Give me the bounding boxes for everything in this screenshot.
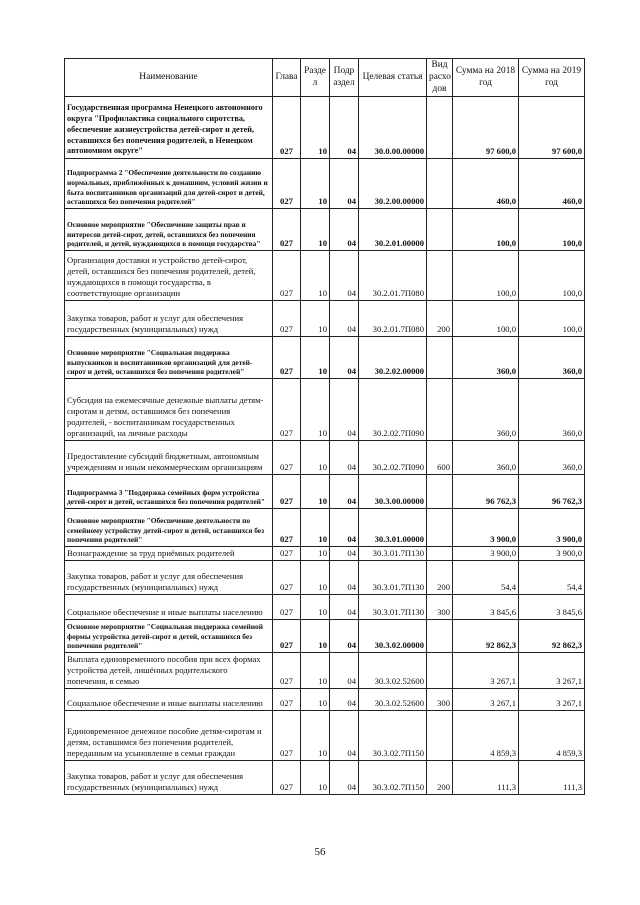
cell-razdel: 10 <box>301 509 330 547</box>
cell-statya: 30.2.01.7П080 <box>359 251 427 301</box>
col-header-vid: Вид расхо дов <box>427 59 453 97</box>
cell-razdel: 10 <box>301 441 330 475</box>
cell-statya: 30.3.01.7П130 <box>359 547 427 561</box>
cell-sum-2019: 4 859,3 <box>519 711 585 761</box>
cell-vid <box>427 251 453 301</box>
cell-sum-2019: 111,3 <box>519 761 585 795</box>
table-row <box>65 251 585 301</box>
cell-name: Организация доставки и устройство детей-сирот, детей, оставшихся без попечения родителей, детей, нуждающихся в помощи государства, в соответствующие организации <box>65 251 273 301</box>
cell-sum-2018: 4 859,3 <box>453 711 519 761</box>
cell-name: Закупка товаров, работ и услуг для обеспечения государственных (муниципальных) нужд <box>65 561 273 595</box>
table-body <box>65 97 585 795</box>
cell-vid <box>427 379 453 441</box>
cell-razdel: 10 <box>301 97 330 159</box>
cell-glava: 027 <box>273 547 301 561</box>
cell-glava: 027 <box>273 337 301 379</box>
cell-sum-2019: 100,0 <box>519 209 585 251</box>
cell-podrazdel: 04 <box>330 251 359 301</box>
col-header-sum-2018: Сумма на 2018 год <box>453 59 519 97</box>
cell-sum-2019: 360,0 <box>519 379 585 441</box>
cell-glava: 027 <box>273 761 301 795</box>
cell-glava: 027 <box>273 251 301 301</box>
cell-razdel: 10 <box>301 595 330 620</box>
cell-sum-2018: 460,0 <box>453 159 519 209</box>
cell-name: Единовременное денежное пособие детям-сиротам и детям, оставшимся без попечения родителей, переданным на усыновление в семьи граждан <box>65 711 273 761</box>
cell-vid <box>427 509 453 547</box>
cell-podrazdel: 04 <box>330 561 359 595</box>
cell-razdel: 10 <box>301 711 330 761</box>
cell-podrazdel: 04 <box>330 595 359 620</box>
cell-name: Подпрограмма 3 "Поддержка семейных форм устройства детей-сирот и детей, оставшихся без попечения родителей" <box>65 475 273 509</box>
cell-glava: 027 <box>273 653 301 689</box>
cell-statya: 30.3.00.00000 <box>359 475 427 509</box>
cell-sum-2018: 97 600,0 <box>453 97 519 159</box>
cell-sum-2018: 3 900,0 <box>453 547 519 561</box>
cell-statya: 30.2.01.7П080 <box>359 301 427 337</box>
cell-vid <box>427 547 453 561</box>
cell-vid <box>427 620 453 653</box>
cell-podrazdel: 04 <box>330 653 359 689</box>
cell-name: Выплата единовременного пособия при всех формах устройства детей, лишённых родительского попечения, в семью <box>65 653 273 689</box>
cell-sum-2019: 3 267,1 <box>519 689 585 711</box>
cell-name: Вознаграждение за труд приёмных родителей <box>65 547 273 561</box>
cell-statya: 30.3.01.7П130 <box>359 561 427 595</box>
cell-sum-2019: 100,0 <box>519 251 585 301</box>
cell-glava: 027 <box>273 475 301 509</box>
cell-glava: 027 <box>273 441 301 475</box>
cell-sum-2018: 3 900,0 <box>453 509 519 547</box>
col-header-name: Наименование <box>65 59 273 97</box>
cell-statya: 30.2.02.00000 <box>359 337 427 379</box>
cell-razdel: 10 <box>301 251 330 301</box>
budget-table <box>64 58 585 795</box>
cell-name: Субсидия на ежемесячные денежные выплаты детям-сиротам и детям, оставшимся без попечения родителей, - воспитанникам государственных организаций, на личные расходы <box>65 379 273 441</box>
cell-sum-2019: 3 900,0 <box>519 547 585 561</box>
cell-sum-2019: 97 600,0 <box>519 97 585 159</box>
cell-podrazdel: 04 <box>330 689 359 711</box>
cell-sum-2018: 100,0 <box>453 301 519 337</box>
cell-sum-2019: 54,4 <box>519 561 585 595</box>
cell-glava: 027 <box>273 711 301 761</box>
cell-vid <box>427 97 453 159</box>
cell-name: Закупка товаров, работ и услуг для обеспечения государственных (муниципальных) нужд <box>65 301 273 337</box>
cell-vid <box>427 159 453 209</box>
cell-sum-2018: 3 845,6 <box>453 595 519 620</box>
cell-vid: 200 <box>427 761 453 795</box>
table-row <box>65 379 585 441</box>
cell-podrazdel: 04 <box>330 97 359 159</box>
cell-razdel: 10 <box>301 475 330 509</box>
cell-razdel: 10 <box>301 761 330 795</box>
cell-sum-2018: 360,0 <box>453 379 519 441</box>
cell-glava: 027 <box>273 379 301 441</box>
cell-sum-2018: 360,0 <box>453 441 519 475</box>
cell-vid <box>427 475 453 509</box>
cell-glava: 027 <box>273 595 301 620</box>
cell-sum-2018: 100,0 <box>453 251 519 301</box>
cell-glava: 027 <box>273 620 301 653</box>
table-row <box>65 561 585 595</box>
cell-podrazdel: 04 <box>330 711 359 761</box>
cell-name: Социальное обеспечение и иные выплаты населению <box>65 595 273 620</box>
cell-sum-2018: 3 267,1 <box>453 653 519 689</box>
cell-razdel: 10 <box>301 547 330 561</box>
cell-razdel: 10 <box>301 301 330 337</box>
cell-podrazdel: 04 <box>330 301 359 337</box>
cell-vid: 600 <box>427 441 453 475</box>
cell-podrazdel: 04 <box>330 159 359 209</box>
cell-sum-2019: 360,0 <box>519 337 585 379</box>
col-header-razdel: Разде л <box>301 59 330 97</box>
cell-glava: 027 <box>273 209 301 251</box>
cell-sum-2018: 3 267,1 <box>453 689 519 711</box>
cell-razdel: 10 <box>301 620 330 653</box>
cell-sum-2019: 96 762,3 <box>519 475 585 509</box>
cell-statya: 30.2.01.00000 <box>359 209 427 251</box>
cell-statya: 30.3.01.00000 <box>359 509 427 547</box>
cell-sum-2019: 460,0 <box>519 159 585 209</box>
cell-vid: 200 <box>427 301 453 337</box>
cell-sum-2019: 3 900,0 <box>519 509 585 547</box>
table-row <box>65 97 585 159</box>
cell-podrazdel: 04 <box>330 337 359 379</box>
cell-vid: 300 <box>427 689 453 711</box>
cell-name: Основное мероприятие "Обеспечение деятельности по семейному устройству детей-сирот и детей, оставшихся без попечения родителей" <box>65 509 273 547</box>
cell-podrazdel: 04 <box>330 509 359 547</box>
cell-statya: 30.0.00.00000 <box>359 97 427 159</box>
cell-sum-2019: 3 845,6 <box>519 595 585 620</box>
cell-vid: 300 <box>427 595 453 620</box>
cell-razdel: 10 <box>301 337 330 379</box>
cell-vid <box>427 209 453 251</box>
cell-razdel: 10 <box>301 653 330 689</box>
col-header-sum-2019: Сумма на 2019 год <box>519 59 585 97</box>
cell-podrazdel: 04 <box>330 761 359 795</box>
cell-statya: 30.3.02.00000 <box>359 620 427 653</box>
cell-razdel: 10 <box>301 209 330 251</box>
cell-statya: 30.3.02.7П150 <box>359 761 427 795</box>
cell-name: Основное мероприятие "Социальная поддержка выпускников и воспитанников организаций для детей-сирот и детей, оставшихся без попечения родителей" <box>65 337 273 379</box>
cell-statya: 30.3.01.7П130 <box>359 595 427 620</box>
cell-glava: 027 <box>273 561 301 595</box>
col-header-podrazdel: Подр аздел <box>330 59 359 97</box>
cell-sum-2018: 100,0 <box>453 209 519 251</box>
cell-statya: 30.3.02.52600 <box>359 653 427 689</box>
table-row <box>65 475 585 509</box>
cell-glava: 027 <box>273 509 301 547</box>
cell-statya: 30.3.02.7П150 <box>359 711 427 761</box>
table-row <box>65 653 585 689</box>
header-row <box>65 59 585 97</box>
table-row <box>65 159 585 209</box>
cell-sum-2019: 360,0 <box>519 441 585 475</box>
cell-podrazdel: 04 <box>330 209 359 251</box>
page-number: 56 <box>314 846 326 858</box>
cell-glava: 027 <box>273 97 301 159</box>
cell-name: Социальное обеспечение и иные выплаты населению <box>65 689 273 711</box>
cell-razdel: 10 <box>301 379 330 441</box>
table-row <box>65 209 585 251</box>
cell-sum-2019: 100,0 <box>519 301 585 337</box>
cell-statya: 30.3.02.52600 <box>359 689 427 711</box>
cell-razdel: 10 <box>301 159 330 209</box>
cell-sum-2018: 54,4 <box>453 561 519 595</box>
cell-vid <box>427 711 453 761</box>
col-header-glava: Глава <box>273 59 301 97</box>
cell-statya: 30.2.02.7П090 <box>359 379 427 441</box>
cell-podrazdel: 04 <box>330 620 359 653</box>
cell-sum-2018: 96 762,3 <box>453 475 519 509</box>
cell-statya: 30.2.02.7П090 <box>359 441 427 475</box>
cell-name: Государственная программа Ненецкого автономного округа "Профилактика социального сиротства, обеспечение жизнеустройства детей-сирот и детей, оставшихся без попечения родителей, в Ненецком автономном округе" <box>65 97 273 159</box>
cell-name: Закупка товаров, работ и услуг для обеспечения государственных (муниципальных) нужд <box>65 761 273 795</box>
cell-razdel: 10 <box>301 561 330 595</box>
cell-podrazdel: 04 <box>330 379 359 441</box>
cell-glava: 027 <box>273 159 301 209</box>
cell-statya: 30.2.00.00000 <box>359 159 427 209</box>
col-header-statya: Целевая статья <box>359 59 427 97</box>
cell-podrazdel: 04 <box>330 547 359 561</box>
table-row <box>65 337 585 379</box>
cell-name: Предоставление субсидий бюджетным, автономным учреждениям и иным некоммерческим организациям <box>65 441 273 475</box>
table-row <box>65 301 585 337</box>
table-row <box>65 441 585 475</box>
table-row <box>65 689 585 711</box>
cell-vid <box>427 653 453 689</box>
cell-glava: 027 <box>273 689 301 711</box>
table-row <box>65 595 585 620</box>
cell-name: Основное мероприятие "Социальная поддержка семейной формы устройства детей-сирот и детей, оставшихся без попечения родителей" <box>65 620 273 653</box>
table-row <box>65 761 585 795</box>
cell-sum-2019: 92 862,3 <box>519 620 585 653</box>
cell-podrazdel: 04 <box>330 475 359 509</box>
cell-glava: 027 <box>273 301 301 337</box>
cell-sum-2018: 92 862,3 <box>453 620 519 653</box>
cell-vid: 200 <box>427 561 453 595</box>
cell-name: Подпрограмма 2 "Обеспечение деятельности по созданию нормальных, приближённых к домашним, условий жизни и быта воспитанников организаций для детей-сирот и детей, оставшихся без попечения родителей" <box>65 159 273 209</box>
cell-sum-2018: 111,3 <box>453 761 519 795</box>
cell-sum-2019: 3 267,1 <box>519 653 585 689</box>
table-row <box>65 620 585 653</box>
cell-name: Основное мероприятие "Обеспечение защиты прав и интересов детей-сирот, детей, оставшихся без попечения родителей, и детей, нуждающихся в помощи государства" <box>65 209 273 251</box>
cell-sum-2018: 360,0 <box>453 337 519 379</box>
table-row <box>65 711 585 761</box>
table-row <box>65 509 585 547</box>
cell-razdel: 10 <box>301 689 330 711</box>
table-row <box>65 547 585 561</box>
cell-podrazdel: 04 <box>330 441 359 475</box>
cell-vid <box>427 337 453 379</box>
